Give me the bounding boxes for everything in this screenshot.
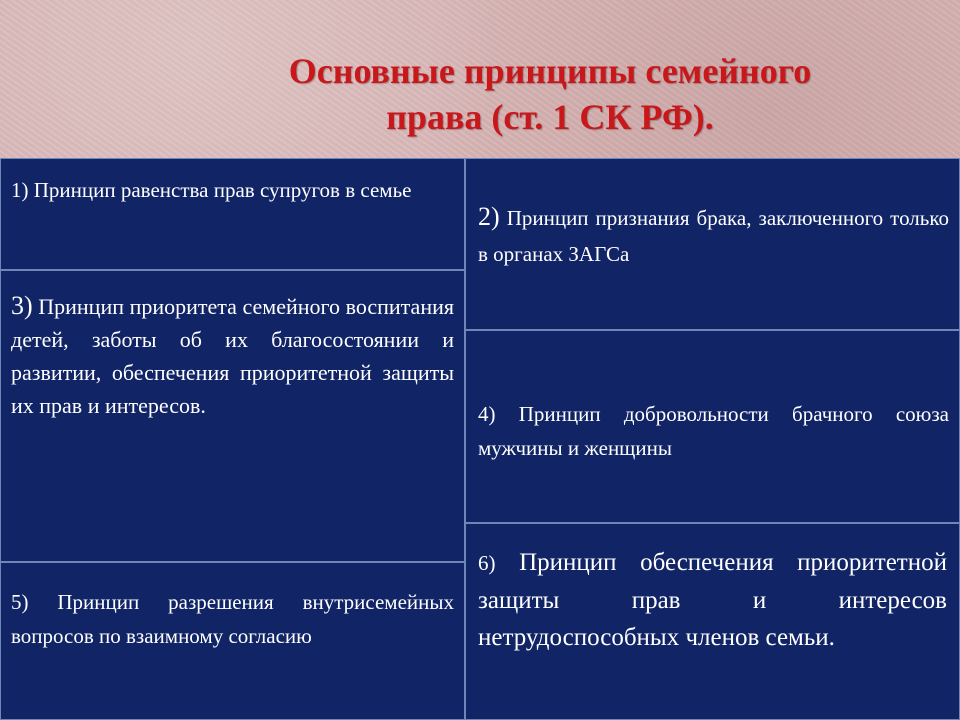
principle-text: Принцип признания брака, заключенного только в органах ЗАГСа	[478, 206, 949, 266]
principle-cell-3	[0, 270, 465, 562]
principle-number: 3)	[11, 291, 33, 320]
principle-text: Принцип разрешения внутрисемейных вопросов по взаимному согласию	[11, 590, 454, 648]
slide-header	[0, 0, 960, 158]
principle-number: 5)	[11, 590, 29, 614]
principle-cell-5	[0, 562, 465, 720]
principle-number: 1)	[11, 178, 29, 202]
principle-text: Принцип равенства прав супругов в семье	[28, 178, 412, 202]
principle-cell-4	[465, 330, 960, 523]
title-line-1: Основные принципы семейного	[288, 51, 812, 91]
principle-cell-2	[465, 158, 960, 330]
principle-text: Принцип обеспечения приоритетной защиты прав и интересов нетрудоспособных членов семьи.	[478, 549, 947, 651]
principle-number: 4)	[478, 402, 496, 426]
principles-table	[0, 158, 960, 720]
principle-cell-6	[465, 523, 960, 720]
principle-number: 6)	[478, 551, 496, 575]
principle-text: Принцип приоритета семейного воспитания детей, заботы об их благосостоянии и развитии, обеспечения приоритетной защиты их прав и интересов.	[11, 294, 454, 418]
principle-text: Принцип добровольности брачного союза мужчины и женщины	[478, 402, 949, 460]
title-line-2: права (ст. 1 СК РФ).	[386, 97, 714, 137]
slide-title	[190, 48, 910, 140]
principle-number: 2)	[478, 202, 500, 231]
principle-cell-1	[0, 158, 465, 270]
